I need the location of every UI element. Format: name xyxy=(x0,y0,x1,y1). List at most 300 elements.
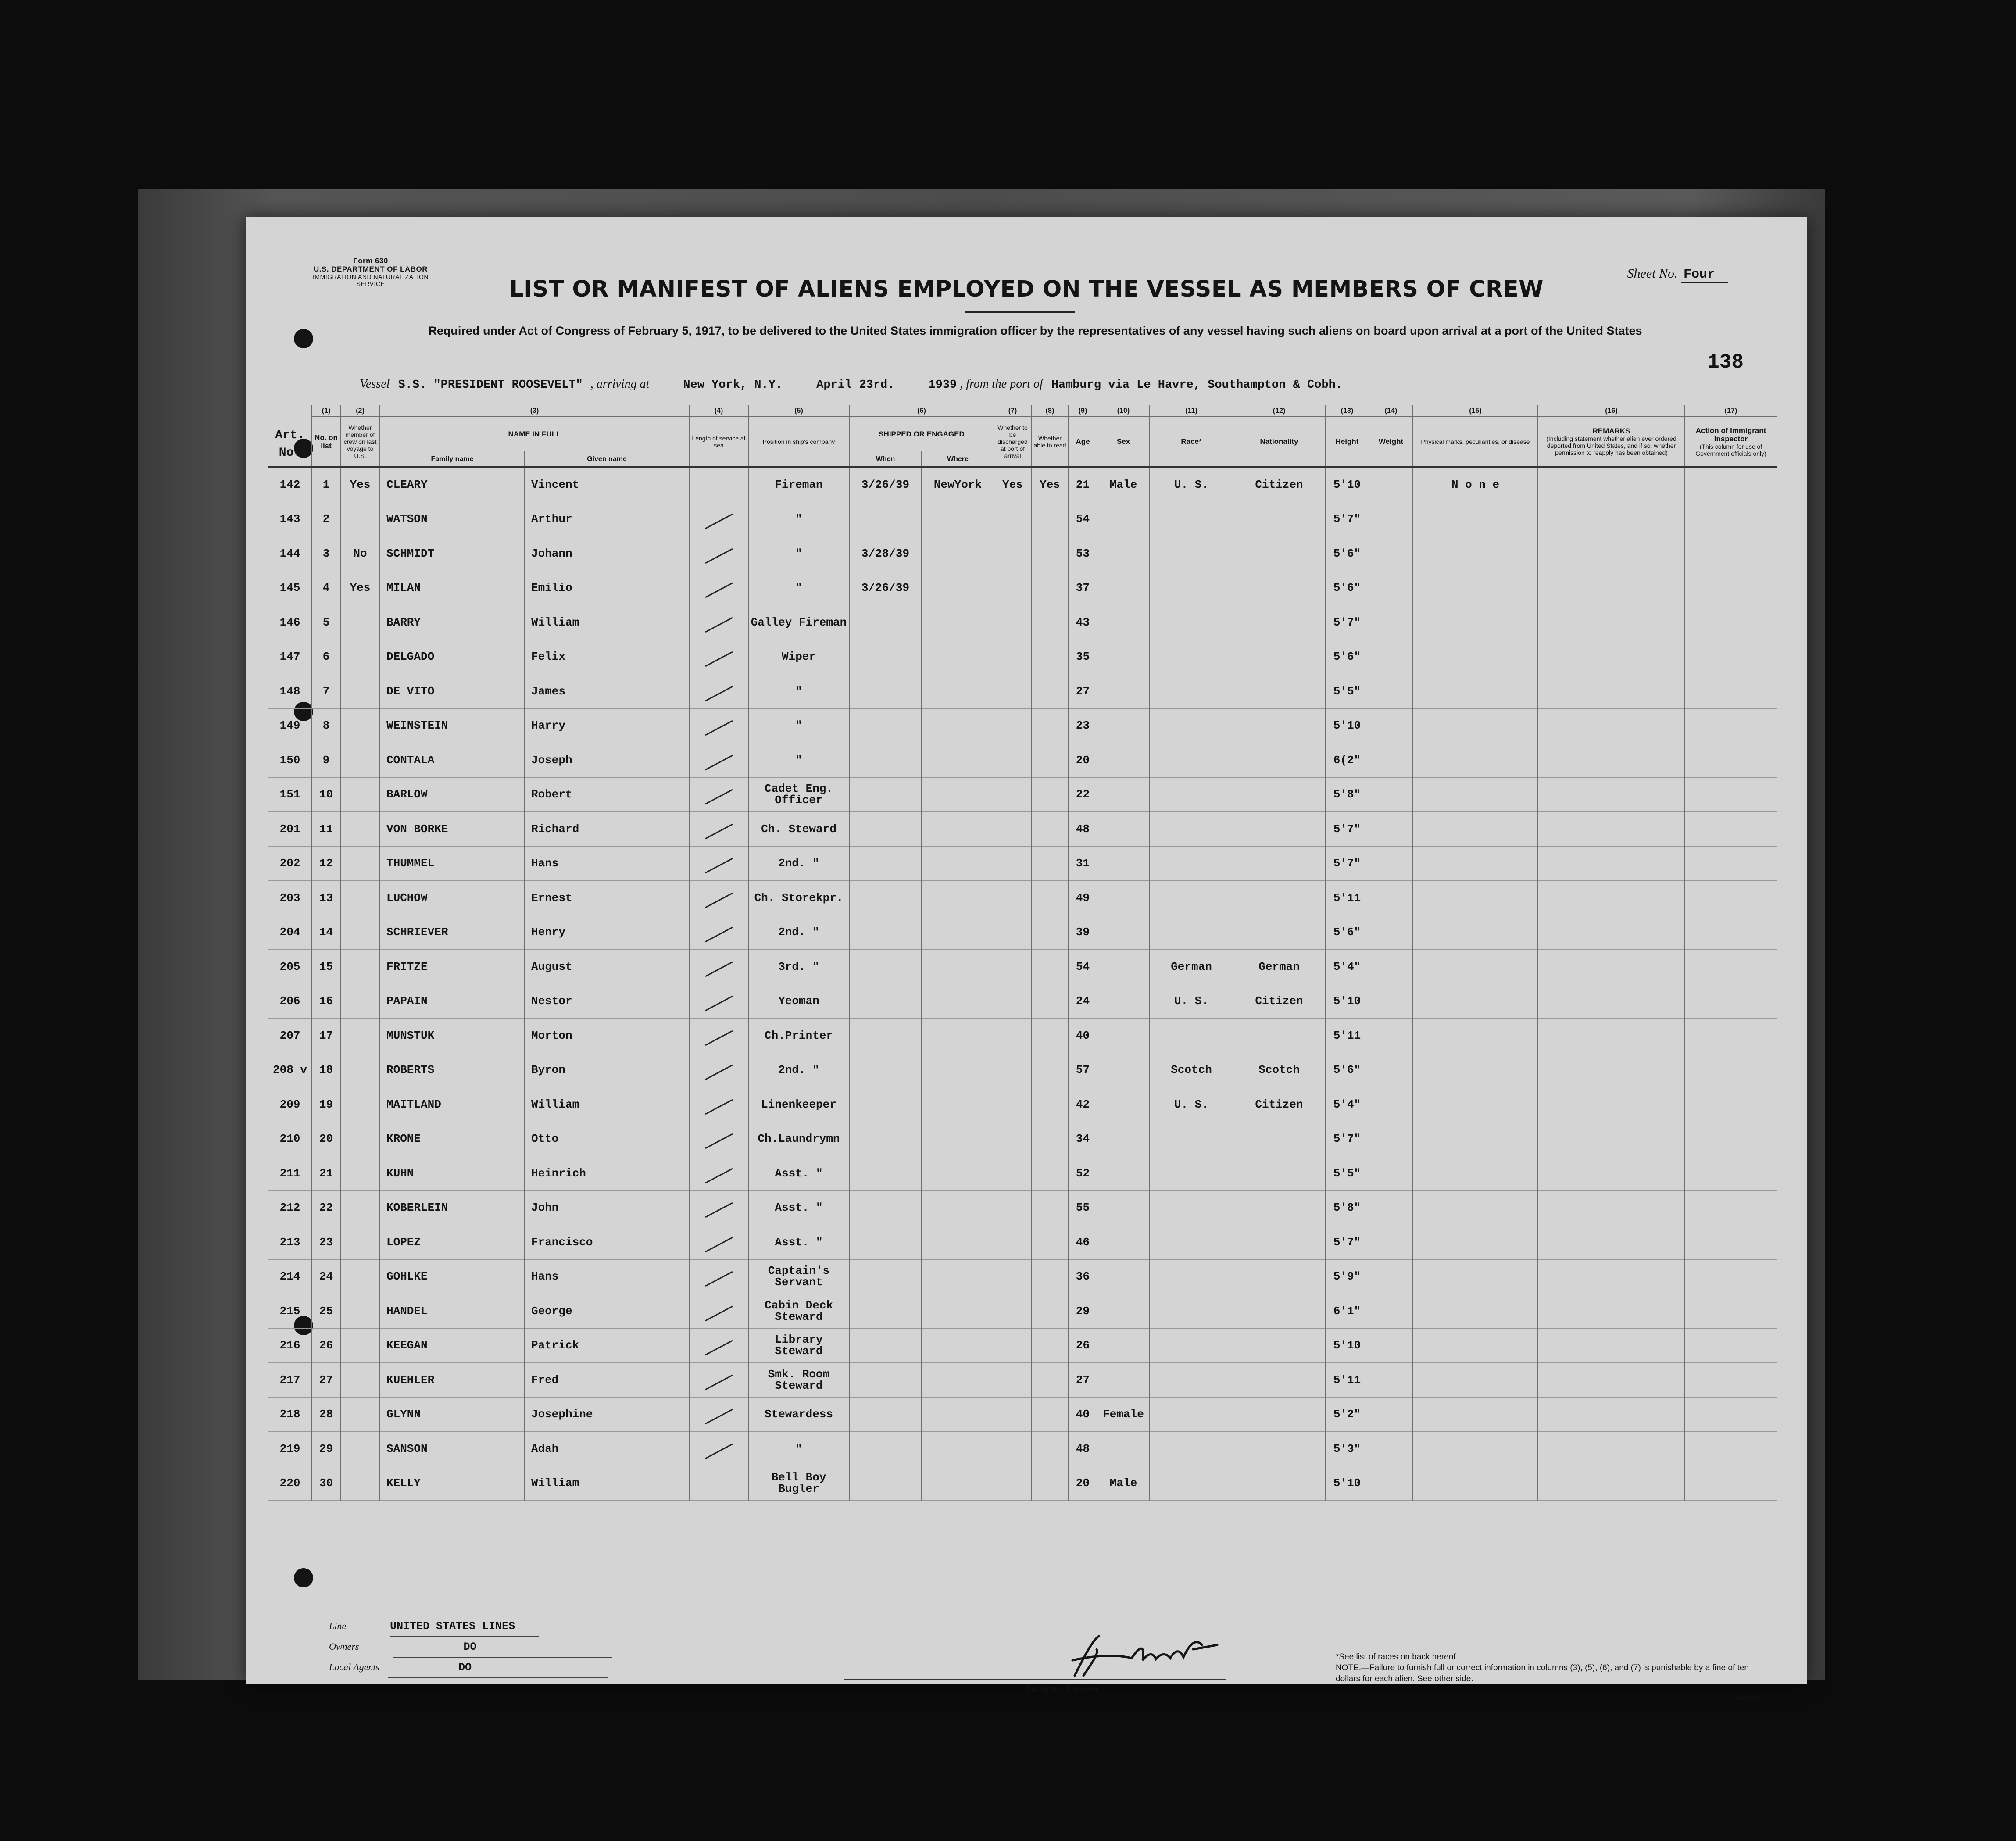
col-race-cell xyxy=(1150,881,1233,915)
col-remarks-cell xyxy=(1538,1225,1685,1260)
col-position-cell: 3rd. " xyxy=(748,950,849,984)
col-when-cell: 3/28/39 xyxy=(849,536,922,571)
col-given-name-cell: George xyxy=(525,1294,689,1329)
col-height-cell: 6'1" xyxy=(1325,1294,1369,1329)
col-discharge-cell xyxy=(994,1259,1031,1294)
col-race-cell xyxy=(1150,605,1233,640)
col-no-cell: 16 xyxy=(312,984,340,1019)
col-marks-cell xyxy=(1413,1053,1538,1087)
col-nationality-cell xyxy=(1233,1259,1325,1294)
col-no-cell: 5 xyxy=(312,605,340,640)
col-marks-header: Physical marks, peculiarities, or disease xyxy=(1413,417,1538,467)
col-nationality-cell xyxy=(1233,743,1325,778)
col-action-cell xyxy=(1685,846,1777,881)
col-read-header: Whether able to read xyxy=(1031,417,1069,467)
col-when-cell xyxy=(849,1156,922,1191)
col-height-cell: 5'10 xyxy=(1325,1328,1369,1363)
col-nationality-cell xyxy=(1233,1294,1325,1329)
col-art-cell: 212 xyxy=(268,1190,312,1225)
col-nationality-cell xyxy=(1233,1156,1325,1191)
col-position-header: Position in ship's company xyxy=(748,417,849,467)
col-remarks-cell xyxy=(1538,846,1685,881)
col-height-cell: 5'7" xyxy=(1325,502,1369,536)
col-family-name-cell: BARLOW xyxy=(380,777,525,812)
col-discharge-cell xyxy=(994,812,1031,847)
col-action-cell xyxy=(1685,571,1777,605)
col-art-cell: 202 xyxy=(268,846,312,881)
sheet-number: Sheet No. Four xyxy=(1627,266,1729,282)
col-discharge-cell xyxy=(994,846,1031,881)
col-family-name-cell: ROBERTS xyxy=(380,1053,525,1087)
col-sex-cell xyxy=(1097,1259,1150,1294)
col-weight-cell xyxy=(1369,950,1413,984)
check-mark xyxy=(705,927,733,943)
col-family-name-cell: WATSON xyxy=(380,502,525,536)
col-prev-voyage-cell xyxy=(340,1328,380,1363)
col-marks-cell xyxy=(1413,1328,1538,1363)
col-nationality-cell xyxy=(1233,1466,1325,1501)
col-age-cell: 46 xyxy=(1069,1225,1097,1260)
col-service-cell xyxy=(689,812,748,847)
col-where-cell xyxy=(922,1225,994,1260)
col-service-cell xyxy=(689,674,748,709)
col-given-name-cell: Ernest xyxy=(525,881,689,915)
binder-hole xyxy=(294,1568,313,1587)
col-marks-cell xyxy=(1413,1466,1538,1501)
col-when-cell xyxy=(849,708,922,743)
col-prev-voyage-cell xyxy=(340,1087,380,1122)
col-action-cell xyxy=(1685,915,1777,950)
col-action-cell xyxy=(1685,1432,1777,1466)
col-discharge-cell xyxy=(994,1397,1031,1432)
col-no-cell: 15 xyxy=(312,950,340,984)
table-row xyxy=(268,881,1777,915)
col-remarks-cell xyxy=(1538,1053,1685,1087)
table-row xyxy=(268,743,1777,778)
col-service-cell xyxy=(689,1432,748,1466)
col-family-name-cell: KEEGAN xyxy=(380,1328,525,1363)
col-race-cell xyxy=(1150,1259,1233,1294)
col-read-cell xyxy=(1031,571,1069,605)
col-remarks-cell xyxy=(1538,1087,1685,1122)
col-where-cell xyxy=(922,881,994,915)
col-action-cell xyxy=(1685,984,1777,1019)
vessel-name: S.S. "PRESIDENT ROOSEVELT" xyxy=(398,379,583,392)
col-read-cell xyxy=(1031,1432,1069,1466)
col-prev-voyage-cell xyxy=(340,915,380,950)
col-sex-cell xyxy=(1097,950,1150,984)
col-family-name-cell: GLYNN xyxy=(380,1397,525,1432)
stamped-page-number: 138 xyxy=(1707,351,1744,374)
col-when-cell xyxy=(849,1122,922,1156)
col-prev-voyage-cell xyxy=(340,1225,380,1260)
col-service-cell xyxy=(689,915,748,950)
form-reference: 14—1240 xyxy=(1732,1694,1759,1702)
col-sex-cell xyxy=(1097,1019,1150,1053)
col-height-cell: 5'11 xyxy=(1325,1363,1369,1398)
footnote: *See list of races on back hereof. NOTE.—Failure to furnish full or correct information in columns (3), (5), (6), and (7) is punishable by a fine of ten dollars for each alien. See other side. xyxy=(1336,1652,1749,1684)
col-age-cell: 29 xyxy=(1069,1294,1097,1329)
col-service-cell xyxy=(689,1019,748,1053)
col-sex-cell xyxy=(1097,1156,1150,1191)
col-no-cell: 21 xyxy=(312,1156,340,1191)
col-position-cell: Ch.Printer xyxy=(748,1019,849,1053)
col-read-cell xyxy=(1031,1156,1069,1191)
col-sex-cell xyxy=(1097,605,1150,640)
col-service-cell xyxy=(689,1363,748,1398)
check-mark xyxy=(705,858,733,874)
check-mark xyxy=(705,1168,733,1183)
col-no-cell: 6 xyxy=(312,640,340,674)
col-height-cell: 5'6" xyxy=(1325,536,1369,571)
col-service-cell xyxy=(689,1053,748,1087)
col-race-cell xyxy=(1150,1019,1233,1053)
col-given-name-cell: August xyxy=(525,950,689,984)
col-action-cell xyxy=(1685,1363,1777,1398)
col-marks-cell xyxy=(1413,1019,1538,1053)
col-marks-cell xyxy=(1413,1432,1538,1466)
col-age-cell: 53 xyxy=(1069,536,1097,571)
col-action-cell xyxy=(1685,1053,1777,1087)
table-row xyxy=(268,812,1777,847)
col-weight-cell xyxy=(1369,812,1413,847)
col-prev-voyage-cell xyxy=(340,640,380,674)
col-position-cell: Ch.Laundrymn xyxy=(748,1122,849,1156)
col-sex-cell: Female xyxy=(1097,1397,1150,1432)
col-height-cell: 5'7" xyxy=(1325,605,1369,640)
col-read-cell xyxy=(1031,846,1069,881)
col-age-cell: 49 xyxy=(1069,881,1097,915)
page-title: LIST OR MANIFEST OF ALIENS EMPLOYED ON THE VESSEL AS MEMBERS OF CREW xyxy=(509,276,1544,302)
col-age-cell: 48 xyxy=(1069,1432,1097,1466)
col-sex-cell xyxy=(1097,1363,1150,1398)
col-sex-cell xyxy=(1097,708,1150,743)
col-weight-cell xyxy=(1369,984,1413,1019)
table-row xyxy=(268,1087,1777,1122)
col-family-name-cell: FRITZE xyxy=(380,950,525,984)
col-race-cell: Scotch xyxy=(1150,1053,1233,1087)
check-mark xyxy=(705,961,733,977)
col-given-name-cell: Morton xyxy=(525,1019,689,1053)
col-position-cell: Cadet Eng. Officer xyxy=(748,777,849,812)
col-when-cell xyxy=(849,1190,922,1225)
col-race-cell xyxy=(1150,536,1233,571)
col-service-cell xyxy=(689,571,748,605)
col-given-name-header: Given name xyxy=(525,451,689,467)
col-art-cell: 217 xyxy=(268,1363,312,1398)
col-no-cell: 9 xyxy=(312,743,340,778)
col-no-cell: 12 xyxy=(312,846,340,881)
col-family-name-cell: SCHMIDT xyxy=(380,536,525,571)
col-age-cell: 36 xyxy=(1069,1259,1097,1294)
col-read-cell xyxy=(1031,984,1069,1019)
col-given-name-cell: Josephine xyxy=(525,1397,689,1432)
col-art-cell: 205 xyxy=(268,950,312,984)
col-art-cell: 151 xyxy=(268,777,312,812)
col-no-cell: 26 xyxy=(312,1328,340,1363)
col-remarks-cell xyxy=(1538,1156,1685,1191)
col-art-cell: 203 xyxy=(268,881,312,915)
col-marks-cell xyxy=(1413,1259,1538,1294)
col-weight-cell xyxy=(1369,708,1413,743)
check-mark xyxy=(705,823,733,839)
col-position-cell: " xyxy=(748,1432,849,1466)
col-discharge-cell xyxy=(994,605,1031,640)
col-read-cell xyxy=(1031,1190,1069,1225)
col-height-cell: 5'7" xyxy=(1325,846,1369,881)
col-discharge-cell xyxy=(994,1190,1031,1225)
col-age-cell: 27 xyxy=(1069,674,1097,709)
col-discharge-cell xyxy=(994,571,1031,605)
col-position-cell: Captain's Servant xyxy=(748,1259,849,1294)
col-action-cell xyxy=(1685,1190,1777,1225)
col-read-cell xyxy=(1031,1466,1069,1501)
col-prev-voyage-cell xyxy=(340,1294,380,1329)
col-weight-cell xyxy=(1369,1156,1413,1191)
col-when-cell xyxy=(849,1466,922,1501)
col-age-cell: 48 xyxy=(1069,812,1097,847)
col-marks-cell xyxy=(1413,674,1538,709)
col-when-cell: 3/26/39 xyxy=(849,467,922,502)
col-position-cell: Fireman xyxy=(748,467,849,502)
col-prev-voyage-cell xyxy=(340,674,380,709)
col-height-cell: 5'11 xyxy=(1325,881,1369,915)
col-art-cell: 145 xyxy=(268,571,312,605)
col-nationality-cell: Citizen xyxy=(1233,467,1325,502)
col-no-cell: 20 xyxy=(312,1122,340,1156)
col-action-cell xyxy=(1685,1122,1777,1156)
col-sex-header: Sex xyxy=(1097,417,1150,467)
col-art-cell: 209 xyxy=(268,1087,312,1122)
col-nationality-cell: Citizen xyxy=(1233,1087,1325,1122)
col-race-cell: U. S. xyxy=(1150,1087,1233,1122)
col-service-cell xyxy=(689,502,748,536)
col-race-cell xyxy=(1150,1294,1233,1329)
check-mark xyxy=(705,996,733,1012)
col-remarks-cell xyxy=(1538,467,1685,502)
table-row xyxy=(268,640,1777,674)
col-sex-cell xyxy=(1097,502,1150,536)
col-nationality-header: Nationality xyxy=(1233,417,1325,467)
col-when-cell xyxy=(849,1259,922,1294)
col-given-name-cell: Felix xyxy=(525,640,689,674)
table-row xyxy=(268,915,1777,950)
col-nationality-cell xyxy=(1233,1122,1325,1156)
col-action-header: Action of Immigrant Inspector (This column for use of Government officials only) xyxy=(1685,417,1777,467)
col-art-cell: 142 xyxy=(268,467,312,502)
col-when-cell xyxy=(849,846,922,881)
col-age-cell: 52 xyxy=(1069,1156,1097,1191)
col-weight-cell xyxy=(1369,1328,1413,1363)
col-prev-voyage-cell: Yes xyxy=(340,571,380,605)
col-sex-cell xyxy=(1097,777,1150,812)
col-where-cell xyxy=(922,571,994,605)
col-race-cell xyxy=(1150,743,1233,778)
col-action-cell xyxy=(1685,674,1777,709)
col-service-cell xyxy=(689,743,748,778)
col-race-cell xyxy=(1150,777,1233,812)
col-when-cell: 3/26/39 xyxy=(849,571,922,605)
col-nationality-cell xyxy=(1233,1019,1325,1053)
col-family-name-cell: SANSON xyxy=(380,1432,525,1466)
col-position-cell: Asst. " xyxy=(748,1156,849,1191)
col-art-cell: 144 xyxy=(268,536,312,571)
col-height-cell: 5'5" xyxy=(1325,1156,1369,1191)
col-read-cell: Yes xyxy=(1031,467,1069,502)
col-no-cell: 18 xyxy=(312,1053,340,1087)
col-marks-cell xyxy=(1413,984,1538,1019)
col-sex-cell xyxy=(1097,1087,1150,1122)
col-nationality-cell xyxy=(1233,1190,1325,1225)
col-family-name-cell: LUCHOW xyxy=(380,881,525,915)
col-weight-cell xyxy=(1369,1363,1413,1398)
table-row xyxy=(268,950,1777,984)
col-given-name-cell: Emilio xyxy=(525,571,689,605)
col-sex-cell xyxy=(1097,571,1150,605)
col-service-cell xyxy=(689,1190,748,1225)
col-remarks-cell xyxy=(1538,1397,1685,1432)
col-discharge-cell xyxy=(994,536,1031,571)
table-row xyxy=(268,1432,1777,1466)
col-where-cell xyxy=(922,1466,994,1501)
col-where-cell xyxy=(922,708,994,743)
col-remarks-cell xyxy=(1538,915,1685,950)
owners-field: Owners DO xyxy=(329,1637,612,1658)
col-marks-cell xyxy=(1413,605,1538,640)
col-art-cell: 216 xyxy=(268,1328,312,1363)
col-art-cell: 206 xyxy=(268,984,312,1019)
table-row xyxy=(268,571,1777,605)
col-no-cell: 30 xyxy=(312,1466,340,1501)
col-discharge-header: Whether to be discharged at port of arrival xyxy=(994,417,1031,467)
col-prev-voyage-cell xyxy=(340,1122,380,1156)
col-art-cell: 218 xyxy=(268,1397,312,1432)
col-service-cell xyxy=(689,1156,748,1191)
col-nationality-cell: German xyxy=(1233,950,1325,984)
col-no-cell: 29 xyxy=(312,1432,340,1466)
col-discharge-cell xyxy=(994,1156,1031,1191)
col-marks-cell xyxy=(1413,1087,1538,1122)
col-given-name-cell: Nestor xyxy=(525,984,689,1019)
col-race-cell: U. S. xyxy=(1150,984,1233,1019)
col-sex-cell: Male xyxy=(1097,467,1150,502)
col-position-cell: Asst. " xyxy=(748,1190,849,1225)
col-action-cell xyxy=(1685,1225,1777,1260)
col-when-cell xyxy=(849,1053,922,1087)
col-no-header: No. on list xyxy=(312,417,340,467)
col-action-cell xyxy=(1685,1397,1777,1432)
col-weight-cell xyxy=(1369,605,1413,640)
title-divider xyxy=(965,311,1075,313)
arrival-port: New York, N.Y. xyxy=(683,379,783,392)
col-race-cell xyxy=(1150,915,1233,950)
col-family-name-cell: PAPAIN xyxy=(380,984,525,1019)
col-prev-voyage-cell xyxy=(340,1432,380,1466)
col-no-cell: 19 xyxy=(312,1087,340,1122)
col-read-cell xyxy=(1031,1053,1069,1087)
col-height-cell: 5'4" xyxy=(1325,1087,1369,1122)
col-age-cell: 55 xyxy=(1069,1190,1097,1225)
col-weight-cell xyxy=(1369,915,1413,950)
col-age-cell: 43 xyxy=(1069,605,1097,640)
col-weight-cell xyxy=(1369,1466,1413,1501)
col-age-cell: 20 xyxy=(1069,743,1097,778)
check-mark xyxy=(705,617,733,633)
col-service-cell xyxy=(689,1294,748,1329)
col-height-cell: 5'10 xyxy=(1325,467,1369,502)
col-where-cell xyxy=(922,846,994,881)
col-remarks-cell xyxy=(1538,984,1685,1019)
col-nationality-cell xyxy=(1233,777,1325,812)
col-sex-cell xyxy=(1097,1328,1150,1363)
col-action-cell xyxy=(1685,605,1777,640)
col-marks-cell: N o n e xyxy=(1413,467,1538,502)
col-art-cell: 147 xyxy=(268,640,312,674)
col-discharge-cell xyxy=(994,1294,1031,1329)
col-no-cell: 3 xyxy=(312,536,340,571)
col-height-cell: 5'10 xyxy=(1325,708,1369,743)
col-remarks-cell xyxy=(1538,605,1685,640)
col-read-cell xyxy=(1031,502,1069,536)
col-action-cell xyxy=(1685,1259,1777,1294)
col-action-cell xyxy=(1685,708,1777,743)
col-art-cell: 211 xyxy=(268,1156,312,1191)
footer-fields xyxy=(329,1616,612,1678)
col-remarks-cell xyxy=(1538,812,1685,847)
col-nationality-cell xyxy=(1233,674,1325,709)
col-given-name-cell: John xyxy=(525,1190,689,1225)
col-art-cell: 207 xyxy=(268,1019,312,1053)
col-family-name-cell: SCHRIEVER xyxy=(380,915,525,950)
col-read-cell xyxy=(1031,777,1069,812)
col-where-cell xyxy=(922,1363,994,1398)
col-when-cell xyxy=(849,950,922,984)
col-remarks-cell xyxy=(1538,1328,1685,1363)
col-position-cell: Smk. Room Steward xyxy=(748,1363,849,1398)
col-weight-cell xyxy=(1369,777,1413,812)
table-row xyxy=(268,1294,1777,1329)
col-when-cell xyxy=(849,881,922,915)
check-mark xyxy=(705,1409,733,1425)
col-marks-cell xyxy=(1413,1225,1538,1260)
col-service-cell xyxy=(689,1087,748,1122)
col-nationality-cell xyxy=(1233,502,1325,536)
col-race-cell xyxy=(1150,502,1233,536)
col-action-cell xyxy=(1685,1156,1777,1191)
col-remarks-cell xyxy=(1538,777,1685,812)
col-age-header: Age xyxy=(1069,417,1097,467)
col-nationality-cell xyxy=(1233,1432,1325,1466)
col-marks-cell xyxy=(1413,777,1538,812)
col-where-cell: NewYork xyxy=(922,467,994,502)
col-discharge-cell xyxy=(994,950,1031,984)
col-family-name-cell: GOHLKE xyxy=(380,1259,525,1294)
col-family-name-cell: HANDEL xyxy=(380,1294,525,1329)
col-race-cell xyxy=(1150,1397,1233,1432)
col-discharge-cell xyxy=(994,640,1031,674)
col-art-cell: 204 xyxy=(268,915,312,950)
col-given-name-cell: Richard xyxy=(525,812,689,847)
inspector-signature xyxy=(1066,1627,1233,1684)
col-no-cell: 4 xyxy=(312,571,340,605)
col-when-cell xyxy=(849,777,922,812)
check-mark xyxy=(705,583,733,598)
col-art-cell: 150 xyxy=(268,743,312,778)
col-where-cell xyxy=(922,1259,994,1294)
col-nationality-cell xyxy=(1233,1225,1325,1260)
col-prev-voyage-cell xyxy=(340,1397,380,1432)
col-position-cell: Linenkeeper xyxy=(748,1087,849,1122)
